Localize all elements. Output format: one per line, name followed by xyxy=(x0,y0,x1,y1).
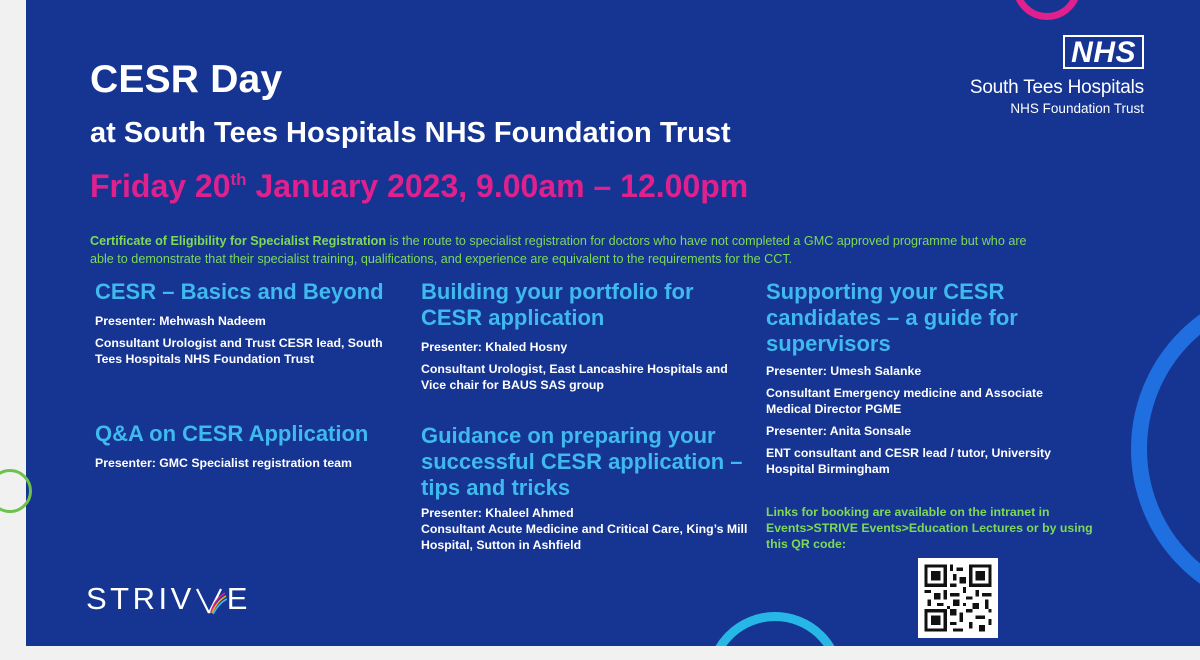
session-presenter: Presenter: GMC Specialist registration team xyxy=(95,456,352,470)
session-basics xyxy=(95,279,405,373)
booking-links-text: Links for booking are available on the intranet in Events>STRIVE Events>Education Lectures or by using this QR code: xyxy=(766,505,1093,551)
event-date-suffix: th xyxy=(230,170,247,189)
strive-logo-last: E xyxy=(226,581,251,616)
booking-qr-code[interactable] xyxy=(918,558,998,638)
intro-body: is the route to specialist registration for doctors who have not completed a GMC approved programme but who are able to demonstrate that their specialist training, qualifications, and experience are equivalent to the requirements for the CCT. xyxy=(90,233,1027,266)
intro-text xyxy=(90,232,1050,268)
nhs-logo xyxy=(970,35,1144,116)
session-presenter: Presenter: Khaleel Ahmed xyxy=(421,506,574,520)
session-title: CESR – Basics and Beyond xyxy=(95,279,384,304)
nhs-trust-name: NHS Foundation Trust xyxy=(1010,101,1144,116)
event-date-time: January 2023, 9.00am – 12.00pm xyxy=(246,168,749,204)
decorative-ring-bottom xyxy=(706,612,844,646)
decorative-ring-top xyxy=(1013,0,1081,20)
session-portfolio xyxy=(421,279,751,399)
session-role: Consultant Acute Medicine and Critical Care, King’s Mill Hospital, Sutton in Ashfield xyxy=(421,522,748,552)
strive-logo-text: STRIV xyxy=(86,581,195,616)
strive-logo xyxy=(86,581,251,617)
session-presenter: Presenter: Mehwash Nadeem xyxy=(95,314,266,328)
session-title: Q&A on CESR Application xyxy=(95,421,369,446)
session-qa xyxy=(95,421,405,477)
event-poster xyxy=(26,0,1200,646)
session-role-2: ENT consultant and CESR lead / tutor, University Hospital Birmingham xyxy=(766,446,1051,476)
session-role: Consultant Emergency medicine and Associate Medical Director PGME xyxy=(766,386,1043,416)
intro-bold: Certificate of Eligibility for Specialist Registration xyxy=(90,233,387,248)
session-title: Supporting your CESR candidates – a guide for supervisors xyxy=(766,279,1018,356)
session-guidance xyxy=(421,423,751,559)
nhs-badge: NHS xyxy=(1063,35,1144,69)
event-date xyxy=(90,168,748,205)
session-presenter: Presenter: Khaled Hosny xyxy=(421,340,568,354)
session-role: Consultant Urologist, East Lancashire Hospitals and Vice chair for BAUS SAS group xyxy=(421,362,728,392)
decorative-ring-right xyxy=(1131,283,1200,615)
session-role: Consultant Urologist and Trust CESR lead, South Tees Hospitals NHS Foundation Trust xyxy=(95,336,383,366)
strive-rainbow-icon xyxy=(195,585,227,617)
event-date-day: Friday 20 xyxy=(90,168,231,204)
session-presenter: Presenter: Umesh Salanke xyxy=(766,364,922,378)
session-title: Building your portfolio for CESR application xyxy=(421,279,694,330)
session-presenter-2: Presenter: Anita Sonsale xyxy=(766,424,912,438)
nhs-org-name: South Tees Hospitals xyxy=(969,77,1144,98)
session-supervisors xyxy=(766,279,1066,483)
session-title: Guidance on preparing your successful CESR application – tips and tricks xyxy=(421,423,743,500)
poster-subtitle: at South Tees Hospitals NHS Foundation Trust xyxy=(90,117,731,149)
poster-title: CESR Day xyxy=(90,58,283,101)
